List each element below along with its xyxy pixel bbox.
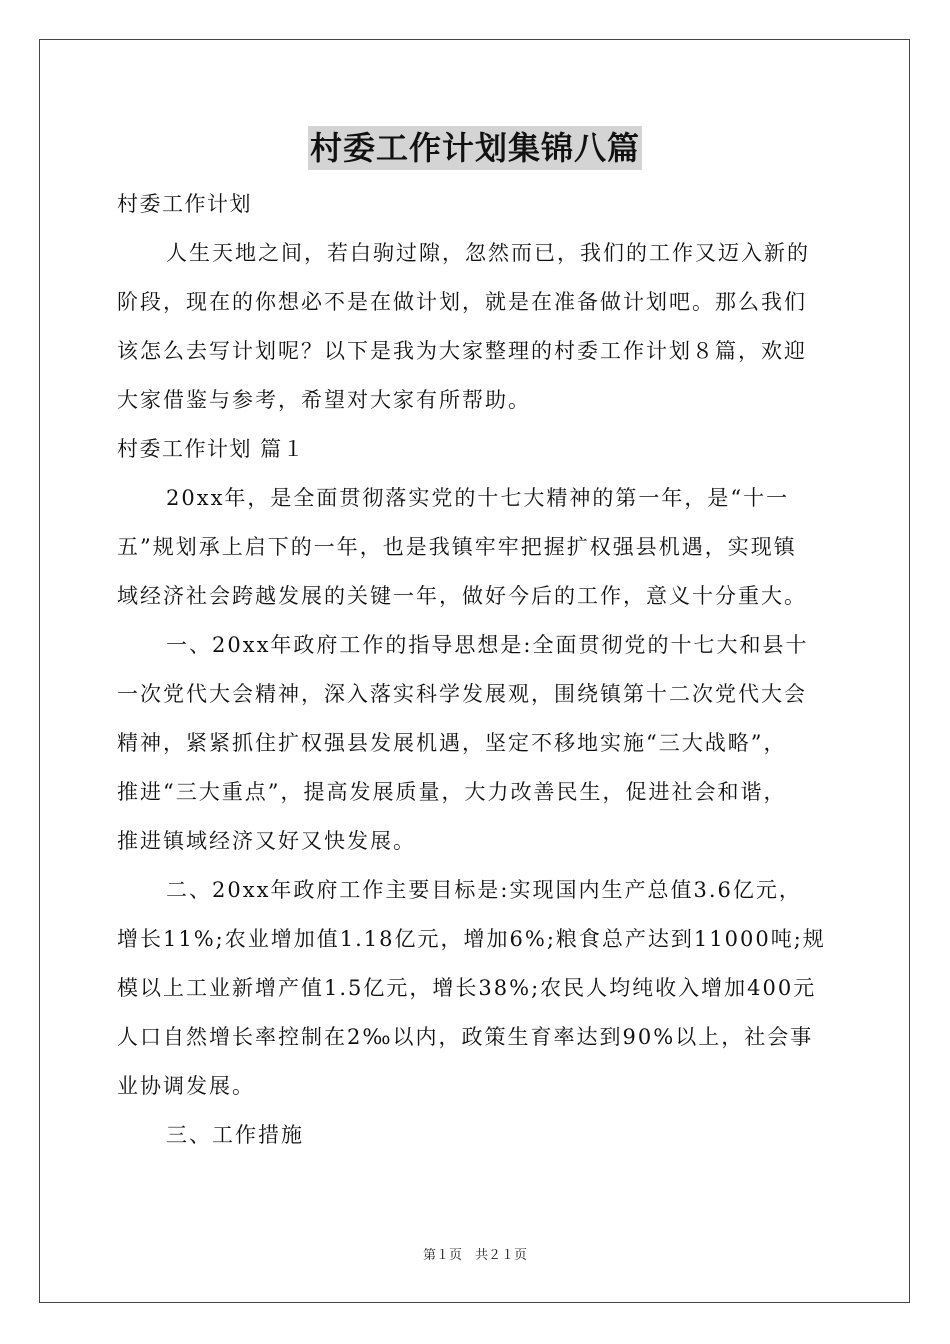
paragraph-line: 增长11%;农业增加值1.18亿元，增加6%;粮食总产达到11000吨;规: [117, 927, 826, 951]
paragraph-line: 推进“三大重点”，提高发展质量，大力改善民生，促进社会和谐，: [117, 780, 787, 804]
paragraph-line: 一、20xx年政府工作的指导思想是:全面贯彻党的十七大和县十: [166, 633, 809, 657]
paragraph-line: 精神，紧紧抓住扩权强县发展机遇，坚定不移地实施“三大战略”，: [117, 731, 787, 755]
paragraph-line: 推进镇域经济又好又快发展。: [117, 829, 416, 853]
section-heading: 村委工作计划 篇１: [117, 437, 306, 461]
document-subtitle: 村委工作计划: [117, 192, 252, 216]
paragraph-line: 二、20xx年政府工作主要目标是:实现国内生产总值3.6亿元，: [166, 878, 802, 902]
intro-line: 该怎么去写计划呢？以下是我为大家整理的村委工作计划８篇，欢迎: [117, 339, 807, 363]
paragraph-line: 业协调发展。: [117, 1074, 255, 1098]
page-footer: [0, 1247, 950, 1265]
intro-line: 阶段，现在的你想必不是在做计划，就是在准备做计划吧。那么我们: [117, 290, 807, 314]
document-body: [117, 180, 833, 1160]
title-container: [0, 126, 950, 170]
intro-line: 人生天地之间，若白驹过隙，忽然而已，我们的工作又迈入新的: [166, 241, 810, 265]
page-number: 第１页 共２１页: [422, 1248, 527, 1263]
paragraph-line: 五”规划承上启下的一年，也是我镇牢牢把握扩权强县机遇，实现镇: [117, 535, 797, 559]
paragraph-line: 人口自然增长率控制在2‰以内，政策生育率达到90%以上，社会事: [117, 1025, 814, 1049]
paragraph-line: 一次党代大会精神，深入落实科学发展观，围绕镇第十二次党代大会: [117, 682, 807, 706]
paragraph-line: 三、工作措施: [166, 1123, 304, 1147]
paragraph-line: 域经济社会跨越发展的关键一年，做好今后的工作，意义十分重大。: [117, 584, 807, 608]
paragraph-line: 20xx年，是全面贯彻落实党的十七大精神的第一年，是“十一: [166, 486, 790, 510]
paragraph-line: 模以上工业新增产值1.5亿元，增长38%;农民人均纯收入增加400元: [117, 976, 817, 1000]
intro-line: 大家借鉴与参考，希望对大家有所帮助。: [117, 388, 531, 412]
document-title: 村委工作计划集锦八篇: [308, 126, 642, 170]
